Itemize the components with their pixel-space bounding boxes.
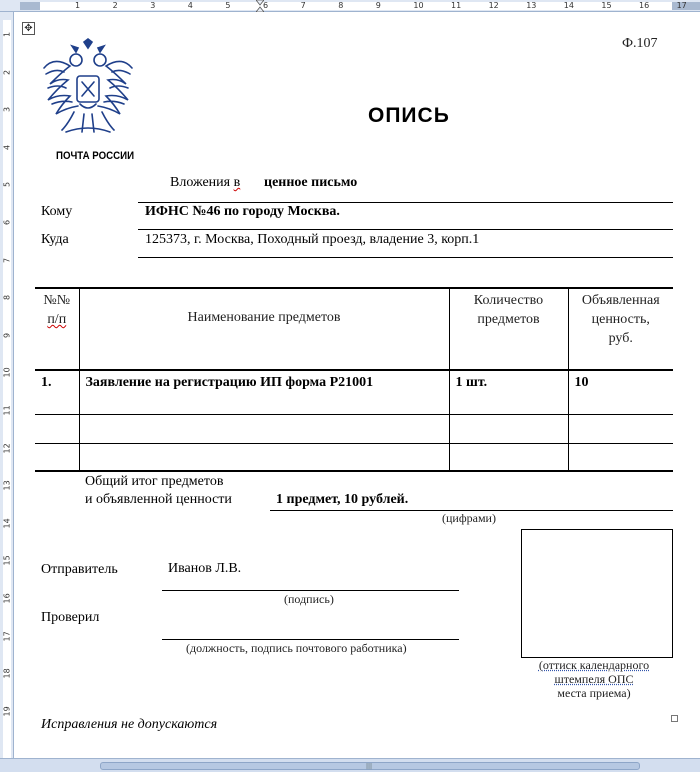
vruler-tick-label: 9 xyxy=(2,332,12,338)
checked-hint: (должность, подпись почтового работника) xyxy=(186,641,407,655)
to-top-line xyxy=(138,202,673,203)
end-of-cell-mark xyxy=(671,715,678,722)
enclosure-label-preposition: в xyxy=(233,175,241,190)
sender-label: Отправитель xyxy=(41,562,118,577)
table-row-empty[interactable] xyxy=(35,414,673,443)
table-row-empty[interactable] xyxy=(35,443,673,471)
ruler-tick-label: 7 xyxy=(300,1,306,10)
header-value-line3: руб. xyxy=(608,331,633,346)
to-value[interactable]: ИФНС №46 по городу Москва. xyxy=(145,204,340,219)
vruler-tick-label: 19 xyxy=(2,706,12,717)
vruler-tick-label: 5 xyxy=(2,182,12,188)
total-label-line2: и объявленной ценности xyxy=(85,492,232,507)
sender-hint: (подпись) xyxy=(284,592,334,606)
ruler-tick-label: 16 xyxy=(639,1,650,10)
header-num-line2: п/п xyxy=(47,312,67,327)
ruler-tick-label: 17 xyxy=(676,1,687,10)
cell-value[interactable]: 10 xyxy=(568,370,673,414)
ruler-tick-label: 13 xyxy=(526,1,537,10)
sender-underline xyxy=(162,590,459,591)
vruler-active-area xyxy=(3,20,11,758)
document-page xyxy=(14,12,700,758)
header-num xyxy=(35,288,79,370)
table-row[interactable] xyxy=(35,370,673,414)
ruler-tick-label: 2 xyxy=(112,1,118,10)
vruler-tick-label: 4 xyxy=(2,144,12,150)
cell-num[interactable]: 1. xyxy=(35,370,79,414)
stamp-caption-line1: (оттиск календарного xyxy=(538,658,650,672)
to-underline xyxy=(138,229,673,230)
ruler-left-margin xyxy=(20,2,40,10)
header-qty-line1: Количество xyxy=(473,293,544,308)
header-value xyxy=(568,288,673,370)
vruler-tick-label: 8 xyxy=(2,295,12,301)
scrollbar-grip-icon: ||| xyxy=(366,763,373,770)
page-title: ОПИСЬ xyxy=(368,104,450,127)
ruler-active-area xyxy=(20,2,692,10)
to-label: Кому xyxy=(41,204,73,219)
checked-label: Проверил xyxy=(41,610,100,625)
cell-empty[interactable] xyxy=(568,443,673,471)
address-value[interactable]: 125373, г. Москва, Походный проезд, владение 3, корп.1 xyxy=(145,232,480,247)
stamp-caption xyxy=(519,658,669,700)
stamp-caption-line3: места приема) xyxy=(557,686,631,700)
header-name-text: Наименование предметов xyxy=(187,310,341,325)
vruler-tick-label: 1 xyxy=(2,31,12,38)
ruler-tick-label: 6 xyxy=(263,1,269,10)
cell-empty[interactable] xyxy=(449,414,568,443)
header-name xyxy=(79,288,449,370)
total-value[interactable]: 1 предмет, 10 рублей. xyxy=(276,492,409,507)
cell-qty[interactable]: 1 шт. xyxy=(449,370,568,414)
header-value-line1: Объявленная xyxy=(581,293,660,308)
vruler-tick-label: 7 xyxy=(2,257,12,263)
table-header-row xyxy=(35,288,673,370)
ruler-tick-label: 3 xyxy=(150,1,156,10)
sender-value[interactable]: Иванов Л.В. xyxy=(168,561,242,576)
total-label-line1: Общий итог предметов xyxy=(85,474,224,489)
ruler-tick-label: 9 xyxy=(375,1,381,10)
enclosure-value: ценное письмо xyxy=(264,175,358,190)
vruler-tick-label: 12 xyxy=(2,442,12,454)
stamp-box[interactable] xyxy=(521,529,673,658)
ruler-tick-label: 10 xyxy=(413,1,424,10)
ruler-tick-label: 4 xyxy=(187,1,193,10)
cell-empty[interactable] xyxy=(568,414,673,443)
ruler-tick-label: 15 xyxy=(601,1,612,10)
enclosure-label xyxy=(170,175,240,191)
vruler-tick-label: 10 xyxy=(2,367,12,378)
vruler-tick-label: 17 xyxy=(2,630,12,642)
vruler-tick-label: 15 xyxy=(2,555,12,566)
eagle-emblem-icon xyxy=(40,38,136,150)
address-underline xyxy=(138,257,673,258)
items-table xyxy=(35,287,673,472)
vruler-tick-label: 16 xyxy=(2,593,12,604)
cell-empty[interactable] xyxy=(35,414,79,443)
vruler-tick-label: 14 xyxy=(2,518,12,529)
ruler-tick-label: 1 xyxy=(75,1,81,10)
horizontal-scrollbar[interactable] xyxy=(0,758,700,772)
enclosure-label-text: Вложения в xyxy=(170,175,241,190)
vruler-tick-label: 11 xyxy=(2,405,12,416)
vruler-tick-label: 13 xyxy=(2,480,12,491)
form-code: Ф.107 xyxy=(622,36,658,51)
total-hint: (цифрами) xyxy=(442,511,496,525)
header-value-line2: ценность, xyxy=(591,312,650,327)
logo-text: ПОЧТА РОССИИ xyxy=(56,150,135,162)
cell-empty[interactable] xyxy=(79,443,449,471)
checked-underline xyxy=(162,639,459,640)
header-num-line1: №№ xyxy=(43,293,71,308)
vruler-tick-label: 3 xyxy=(2,107,12,113)
ruler-tick-label: 5 xyxy=(225,1,231,10)
vruler-tick-label: 6 xyxy=(2,219,12,226)
footer-note: Исправления не допускаются xyxy=(41,717,218,732)
ruler-tick-label: 8 xyxy=(338,1,344,10)
header-qty-line2: предметов xyxy=(477,312,540,327)
cell-empty[interactable] xyxy=(79,414,449,443)
ruler-tick-label: 12 xyxy=(488,1,499,10)
vruler-tick-label: 18 xyxy=(2,668,12,679)
address-label: Куда xyxy=(41,232,69,247)
cell-empty[interactable] xyxy=(449,443,568,471)
cell-name[interactable]: Заявление на регистрацию ИП форма Р21001 xyxy=(79,370,449,414)
ruler-tick-label: 14 xyxy=(563,1,574,10)
ruler-tick-label: 11 xyxy=(451,1,462,10)
vruler-tick-label: 2 xyxy=(2,69,12,75)
horizontal-ruler[interactable] xyxy=(0,0,700,12)
table-move-handle-icon[interactable]: ✥ xyxy=(22,22,35,35)
header-qty xyxy=(449,288,568,370)
cell-empty[interactable] xyxy=(35,443,79,471)
stamp-caption-line2: штемпеля ОПС xyxy=(554,672,634,686)
vertical-ruler[interactable] xyxy=(0,12,14,758)
